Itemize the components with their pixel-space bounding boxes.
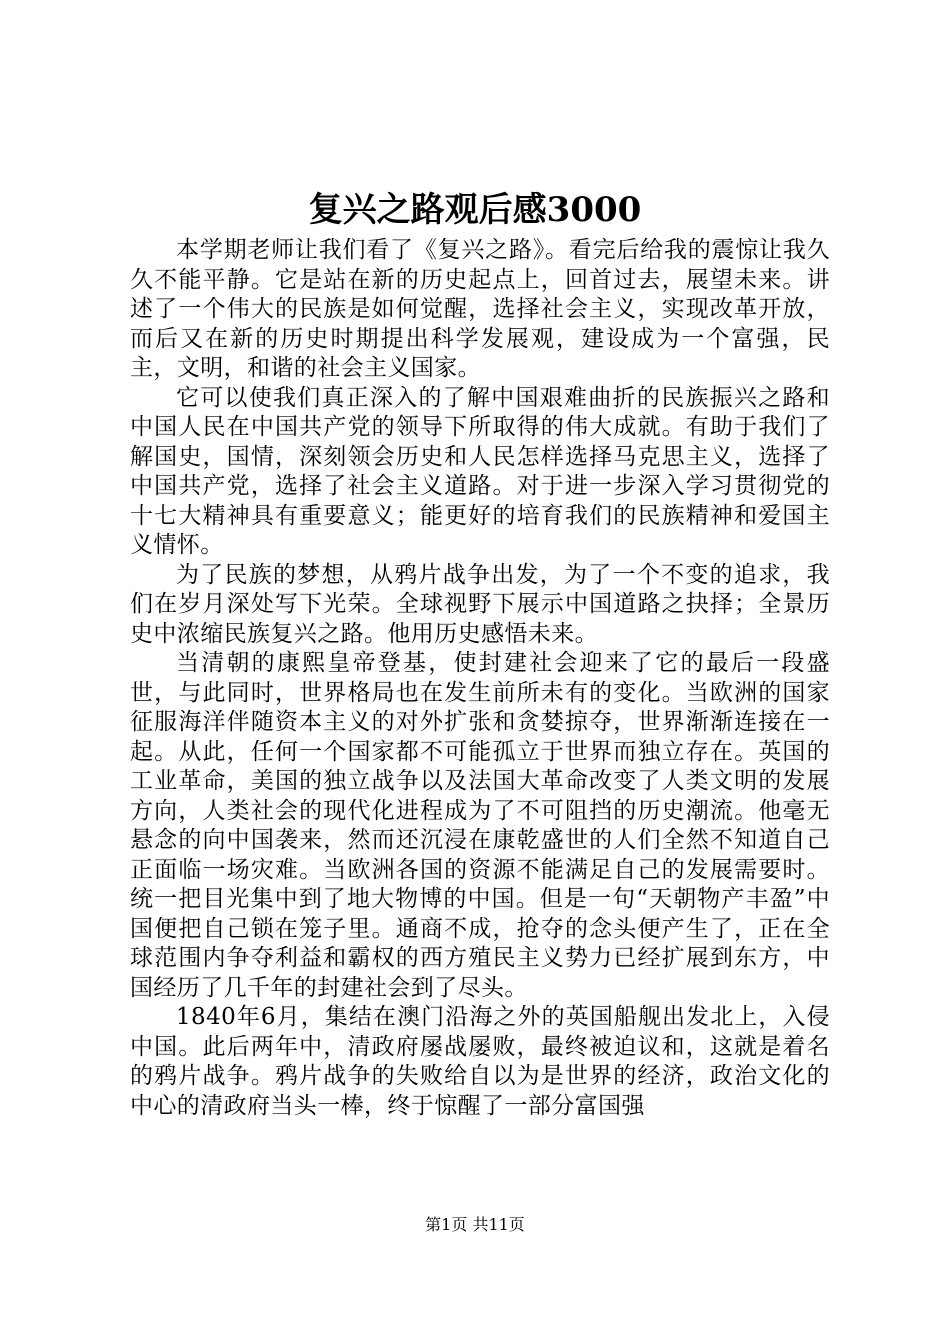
document-body <box>130 236 830 1121</box>
page-number-footer: 第1页 共11页 <box>425 1215 525 1234</box>
paragraph-3: 为了民族的梦想，从鸦片战争出发，为了一个不变的追求，我们在岁月深处写下光荣。全球视野下展示中国道路之抉择；全景历史中浓缩民族复兴之路。他用历史感悟未来。 <box>130 561 830 647</box>
paragraph-5: 1840年6月，集结在澳门沿海之外的英国船舰出发北上，入侵中国。此后两年中，清政府屡战屡败，最终被迫议和，这就是着名的鸦片战争。鸦片战争的失败给自以为是世界的经济，政治文化的中心的清政府当头一棒，终于惊醒了一部分富国强 <box>130 1004 830 1119</box>
paragraph-1: 本学期老师让我们看了《复兴之路》。看完后给我的震惊让我久久不能平静。它是站在新的历史起点上，回首过去，展望未来。讲述了一个伟大的民族是如何觉醒，选择社会主义，实现改革开放，而后又在新的历史时期提出科学发展观，建设成为一个富强，民主，文明，和谐的社会主义国家。 <box>130 237 830 381</box>
paragraph-4: 当清朝的康熙皇帝登基，使封建社会迎来了它的最后一段盛世，与此同时，世界格局也在发生前所未有的变化。当欧洲的国家征服海洋伴随资本主义的对外扩张和贪婪掠夺，世界渐渐连接在一起。从此，任何一个国家都不可能孤立于世界而独立存在。英国的工业革命，美国的独立战争以及法国大革命改变了人类文明的发展方向，人类社会的现代化进程成为了不可阻挡的历史潮流。他毫无悬念的向中国袭来，然而还沉浸在康乾盛世的人们全然不知道自己正面临一场灾难。当欧洲各国的资源不能满足自己的发展需要时。统一把目光集中到了地大物博的中国。但是一句“天朝物产丰盈”中国便把自己锁在笼子里。通商不成，抢夺的念头便产生了，正在全球范围内争夺利益和霸权的西方殖民主义势力已经扩展到东方，中国经历了几千年的封建社会到了尽头。 <box>130 650 830 1001</box>
document-title: 复兴之路观后感3000 <box>308 190 642 230</box>
paragraph-2: 它可以使我们真正深入的了解中国艰难曲折的民族振兴之路和中国人民在中国共产党的领导下所取得的伟大成就。有助于我们了解国史，国情，深刻领会历史和人民怎样选择马克思主义，选择了中国共产党，选择了社会主义道路。对于进一步深入学习贯彻党的十七大精神具有重要意义；能更好的培育我们的民族精神和爱国主义情怀。 <box>130 384 830 558</box>
